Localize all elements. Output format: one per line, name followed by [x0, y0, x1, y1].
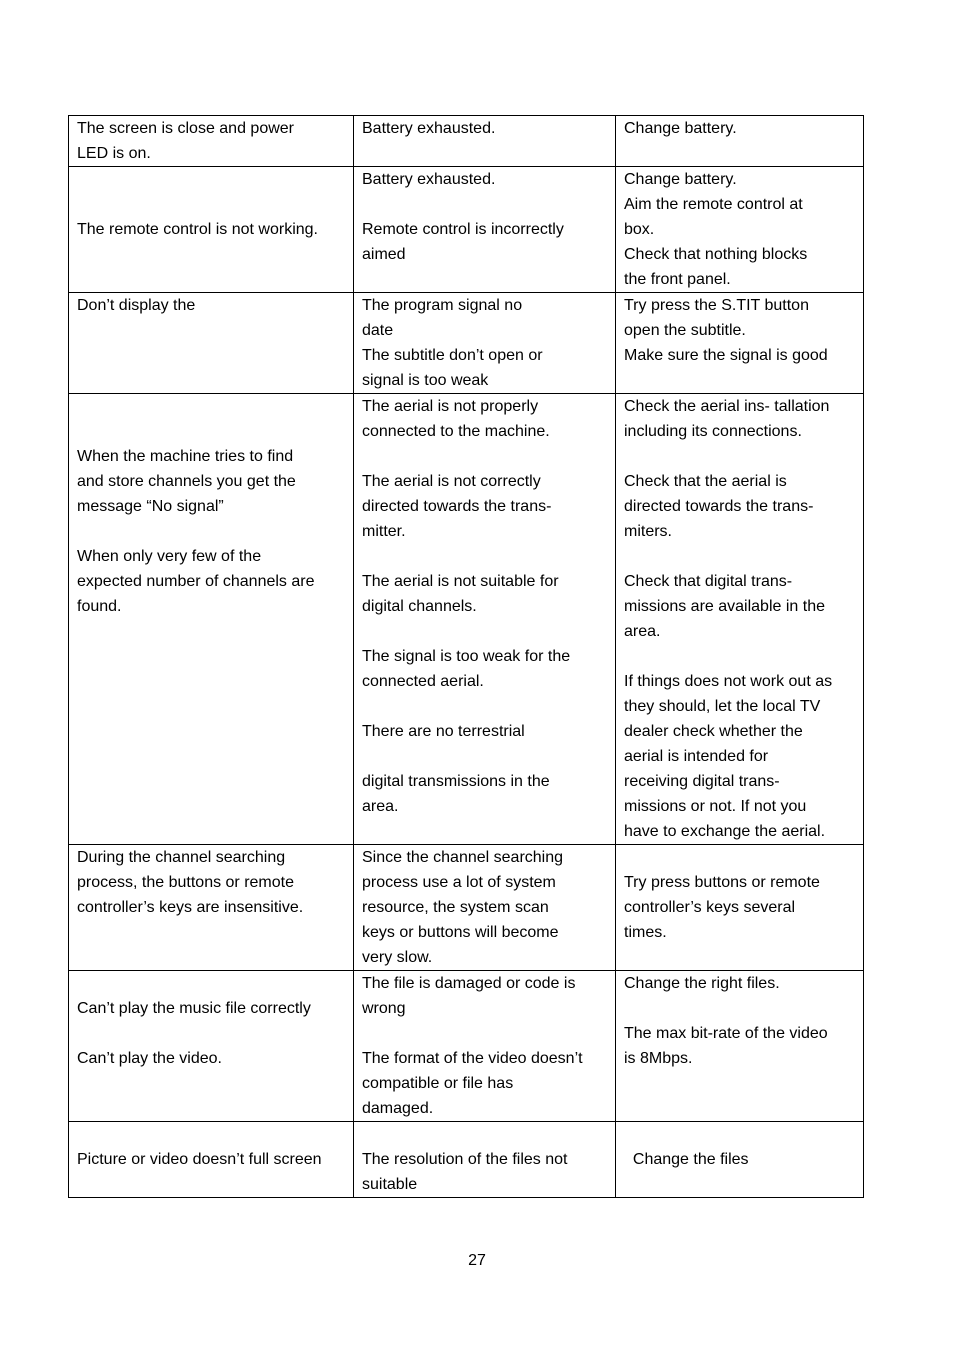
text-line: missions or not. If not you [624, 798, 807, 815]
text-line: directed towards the trans- [362, 498, 552, 515]
text-line: connected to the machine. [362, 423, 550, 440]
text-line: have to exchange the aerial. [624, 823, 826, 840]
text-line: date [362, 322, 394, 339]
text-line [77, 419, 345, 444]
text-line: During the channel searching [77, 849, 286, 866]
text-line [77, 1122, 345, 1147]
remedy-cell [616, 971, 864, 1122]
text-line: Picture or video doesn’t full screen [77, 1151, 322, 1168]
remedy-cell [616, 167, 864, 293]
text-line: is 8Mbps. [624, 1050, 693, 1067]
text-line: The aerial is not suitable for [362, 573, 559, 590]
text-line: Can’t play the video. [77, 1050, 222, 1067]
text-line: expected number of channels are [77, 573, 315, 590]
table-row [69, 167, 864, 293]
text-line: including its connections. [624, 423, 802, 440]
text-line [77, 1021, 345, 1046]
text-line [624, 845, 855, 870]
text-line: keys or buttons will become [362, 924, 559, 941]
text-line: area. [624, 623, 661, 640]
text-line: Check that digital trans- [624, 573, 793, 590]
text-line: and store channels you get the [77, 473, 296, 490]
text-line: Change the files [624, 1151, 749, 1168]
table-row [69, 394, 864, 845]
remedy-cell [616, 1122, 864, 1198]
text-line: digital transmissions in the [362, 773, 550, 790]
problem-cell [69, 116, 354, 167]
text-line: resource, the system scan [362, 899, 549, 916]
text-line: the front panel. [624, 271, 731, 288]
text-line: Try press buttons or remote [624, 874, 820, 891]
text-line: message “No signal” [77, 498, 224, 515]
text-line: Battery exhausted. [362, 171, 496, 188]
text-line [624, 444, 855, 469]
text-line: signal is too weak [362, 372, 489, 389]
text-line [362, 1021, 607, 1046]
text-line: missions are available in the [624, 598, 825, 615]
text-line [624, 544, 855, 569]
cause-cell [354, 1122, 616, 1198]
text-line: process use a lot of system [362, 874, 556, 891]
text-line: The max bit-rate of the video [624, 1025, 828, 1042]
text-line: Check that nothing blocks [624, 246, 808, 263]
cause-cell [354, 293, 616, 394]
text-line: Check that the aerial is [624, 473, 787, 490]
text-line: aimed [362, 246, 406, 263]
text-line: Since the channel searching [362, 849, 564, 866]
text-line: The signal is too weak for the [362, 648, 571, 665]
text-line [624, 1122, 855, 1147]
text-line: found. [77, 598, 122, 615]
text-line: Can’t play the music file correctly [77, 1000, 311, 1017]
text-line: very slow. [362, 949, 433, 966]
text-line: LED is on. [77, 145, 151, 162]
text-line: Remote control is incorrectly [362, 221, 564, 238]
problem-cell [69, 167, 354, 293]
text-line [362, 694, 607, 719]
cause-cell [354, 167, 616, 293]
remedy-cell [616, 845, 864, 971]
text-line: When only very few of the [77, 548, 262, 565]
text-line: The aerial is not properly [362, 398, 539, 415]
text-line [624, 644, 855, 669]
remedy-cell [616, 293, 864, 394]
remedy-cell [616, 116, 864, 167]
problem-cell [69, 394, 354, 845]
text-line: miters. [624, 523, 672, 540]
text-line: Make sure the signal is good [624, 347, 828, 364]
text-line: mitter. [362, 523, 406, 540]
problem-cell [69, 1122, 354, 1198]
text-line: damaged. [362, 1100, 434, 1117]
text-line: The screen is close and power [77, 120, 294, 137]
table-row [69, 293, 864, 394]
text-line: Don’t display the [77, 297, 196, 314]
text-line [362, 744, 607, 769]
text-line: controller’s keys several [624, 899, 796, 916]
table-row [69, 845, 864, 971]
text-line: The subtitle don’t open or [362, 347, 543, 364]
remedy-cell [616, 394, 864, 845]
cause-cell [354, 971, 616, 1122]
text-line [362, 1122, 607, 1147]
text-line: If things does not work out as [624, 673, 833, 690]
text-line [362, 619, 607, 644]
cause-cell [354, 845, 616, 971]
text-line: compatible or file has [362, 1075, 514, 1092]
text-line: box. [624, 221, 655, 238]
text-line [77, 167, 345, 192]
text-line: Change battery. [624, 120, 737, 137]
text-line: wrong [362, 1000, 406, 1017]
text-line: The aerial is not correctly [362, 473, 541, 490]
text-line: digital channels. [362, 598, 477, 615]
text-line: The file is damaged or code is [362, 975, 576, 992]
text-line: connected aerial. [362, 673, 484, 690]
text-line: When the machine tries to find [77, 448, 294, 465]
text-line: open the subtitle. [624, 322, 746, 339]
text-line: controller’s keys are insensitive. [77, 899, 304, 916]
cause-cell [354, 394, 616, 845]
text-line [362, 192, 607, 217]
problem-cell [69, 845, 354, 971]
text-line: The remote control is not working. [77, 221, 318, 238]
text-line: Aim the remote control at [624, 196, 803, 213]
text-line: dealer check whether the [624, 723, 803, 740]
text-line: Change the right files. [624, 975, 780, 992]
troubleshooting-table [68, 115, 864, 1198]
text-line [362, 444, 607, 469]
table-row [69, 971, 864, 1122]
text-line: process, the buttons or remote [77, 874, 294, 891]
text-line: There are no terrestrial [362, 723, 525, 740]
text-line [624, 996, 855, 1021]
text-line: The resolution of the files not [362, 1151, 568, 1168]
problem-cell [69, 293, 354, 394]
text-line [362, 544, 607, 569]
text-line: directed towards the trans- [624, 498, 814, 515]
text-line [77, 394, 345, 419]
text-line: Battery exhausted. [362, 120, 496, 137]
text-line: Try press the S.TIT button [624, 297, 809, 314]
table-row [69, 1122, 864, 1198]
page-number: 27 [468, 1252, 486, 1269]
troubleshooting-table-body [69, 116, 864, 1198]
text-line [77, 192, 345, 217]
text-line: Change battery. [624, 171, 737, 188]
text-line: receiving digital trans- [624, 773, 780, 790]
text-line: aerial is intended for [624, 748, 769, 765]
text-line [77, 519, 345, 544]
text-line: The program signal no [362, 297, 523, 314]
cause-cell [354, 116, 616, 167]
table-row [69, 116, 864, 167]
text-line: The format of the video doesn’t [362, 1050, 583, 1067]
text-line [77, 971, 345, 996]
text-line: area. [362, 798, 399, 815]
text-line: Check the aerial ins- tallation [624, 398, 830, 415]
problem-cell [69, 971, 354, 1122]
text-line: times. [624, 924, 667, 941]
text-line: they should, let the local TV [624, 698, 821, 715]
text-line: suitable [362, 1176, 418, 1193]
